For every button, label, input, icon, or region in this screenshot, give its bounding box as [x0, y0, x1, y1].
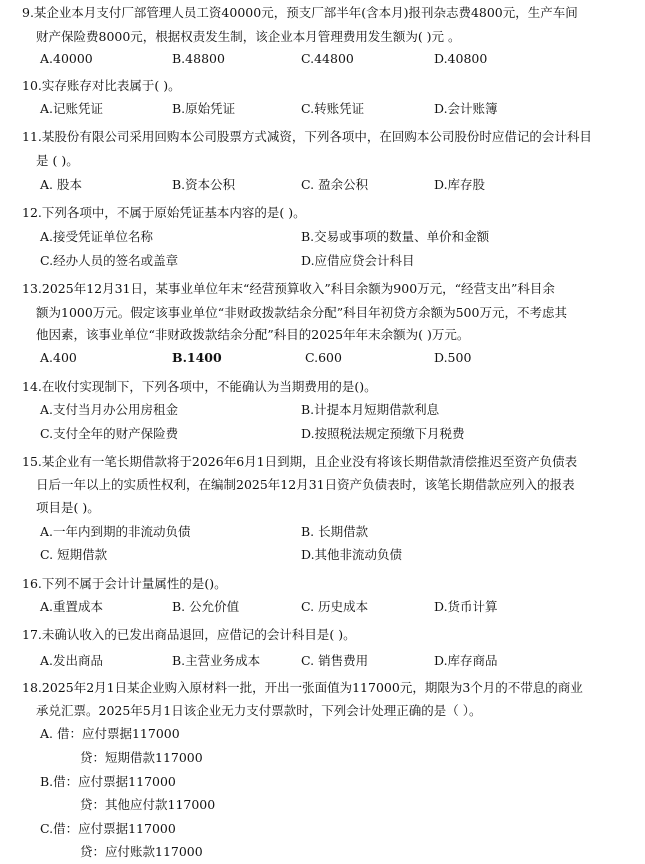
- option-16-b: B. 公允价值: [172, 599, 240, 614]
- question-11-line-2: 是 ( )。: [36, 153, 79, 168]
- option-12-a: A.接受凭证单位名称: [40, 229, 154, 244]
- option-9-c: C.44800: [301, 51, 354, 66]
- entry-18-a-debit: A. 借：应付票据117000: [40, 726, 180, 741]
- option-17-d: D.库存商品: [434, 653, 498, 668]
- option-15-c: C. 短期借款: [40, 547, 108, 562]
- option-10-a: A.记账凭证: [40, 101, 104, 116]
- question-17-line-1: 17.未确认收入的已发出商品退回，应借记的会计科目是( )。: [22, 627, 356, 642]
- option-11-a: A. 股本: [40, 177, 82, 192]
- question-15-line-3: 项目是( )。: [36, 500, 100, 515]
- option-9-b: B.48800: [172, 51, 225, 66]
- option-15-b: B. 长期借款: [301, 524, 369, 539]
- option-15-a: A.一年内到期的非流动负债: [40, 524, 191, 539]
- option-10-c: C.转账凭证: [301, 101, 365, 116]
- option-14-c: C.支付全年的财产保险费: [40, 426, 179, 441]
- question-15-line-1: 15.某企业有一笔长期借款将于2026年6月1日到期，且企业没有将该长期借款清偿推迟至资产负债表: [22, 454, 578, 469]
- question-16-line-1: 16.下列不属于会计计量属性的是()。: [22, 576, 227, 591]
- entry-18-b-debit: B.借：应付票据117000: [40, 774, 176, 789]
- entry-18-c-debit: C.借：应付票据117000: [40, 821, 176, 836]
- question-13-line-2: 额为1000万元。假定该事业单位“非财政拨款结余分配”科目年初贷方余额为500万元，不考虑其: [36, 305, 567, 320]
- question-10-line-1: 10.实存账存对比表属于( )。: [22, 78, 181, 93]
- entry-18-a-credit: 贷：短期借款117000: [80, 750, 203, 765]
- question-15-line-2: 日后一年以上的实质性权利，在编制2025年12月31日资产负债表时，该笔长期借款应列入的报表: [36, 477, 575, 492]
- question-18-line-1: 18.2025年2月1日某企业购入原材料一批，开出一张面值为117000元，期限为3个月的不带息的商业: [22, 680, 583, 695]
- question-12-line-1: 12.下列各项中，不属于原始凭证基本内容的是( )。: [22, 205, 306, 220]
- entry-18-c-credit: 贷：应付账款117000: [80, 844, 203, 859]
- question-18-line-2: 承兑汇票。2025年5月1日该企业无力支付票款时，下列会计处理正确的是（ ）。: [36, 703, 482, 718]
- option-14-d: D.按照税法规定预缴下月税费: [301, 426, 465, 441]
- option-12-d: D.应借应贷会计科目: [301, 253, 415, 268]
- question-9-line-2: 财产保险费8000元，根据权责发生制，该企业本月管理费用发生额为( )元 。: [36, 29, 461, 44]
- option-16-a: A.重置成本: [40, 599, 104, 614]
- option-9-d: D.40800: [434, 51, 488, 66]
- option-17-c: C. 销售费用: [301, 653, 369, 668]
- question-13-line-1: 13.2025年12月31日，某事业单位年末“经营预算收入”科目余额为900万元，“经营支出”科目余: [22, 281, 555, 296]
- option-17-a: A.发出商品: [40, 653, 104, 668]
- option-11-b: B.资本公积: [172, 177, 236, 192]
- question-14-line-1: 14.在收付实现制下，下列各项中，不能确认为当期费用的是()。: [22, 379, 377, 394]
- entry-18-b-credit: 贷：其他应付款117000: [80, 797, 216, 812]
- option-14-b: B.计提本月短期借款利息: [301, 402, 440, 417]
- option-9-a: A.40000: [40, 51, 93, 66]
- question-13-line-3: 他因素，该事业单位“非财政拨款结余分配”科目的2025年年末余额为( )万元。: [36, 327, 470, 342]
- question-9-line-1: 9.某企业本月支付厂部管理人员工资40000元，预支厂部半年(含本月)报刊杂志费4800元，生产车间: [22, 5, 578, 20]
- question-11-line-1: 11.某股份有限公司采用回购本公司股票方式减资，下列各项中，在回购本公司股份时应借记的会计科目: [22, 129, 592, 144]
- option-12-c: C.经办人员的签名或盖章: [40, 253, 179, 268]
- option-10-b: B.原始凭证: [172, 101, 236, 116]
- option-11-c: C. 盈余公积: [301, 177, 369, 192]
- option-13-d: D.500: [434, 350, 472, 365]
- option-16-c: C. 历史成本: [301, 599, 369, 614]
- option-14-a: A.支付当月办公用房租金: [40, 402, 179, 417]
- option-15-d: D.其他非流动负债: [301, 547, 403, 562]
- option-13-b: B.1400: [172, 350, 222, 365]
- option-12-b: B.交易或事项的数量、单价和金额: [301, 229, 490, 244]
- option-17-b: B.主营业务成本: [172, 653, 261, 668]
- option-11-d: D.库存股: [434, 177, 486, 192]
- option-16-d: D.货币计算: [434, 599, 498, 614]
- option-13-a: A.400: [40, 350, 77, 365]
- option-10-d: D.会计账簿: [434, 101, 498, 116]
- option-13-c: C.600: [305, 350, 342, 365]
